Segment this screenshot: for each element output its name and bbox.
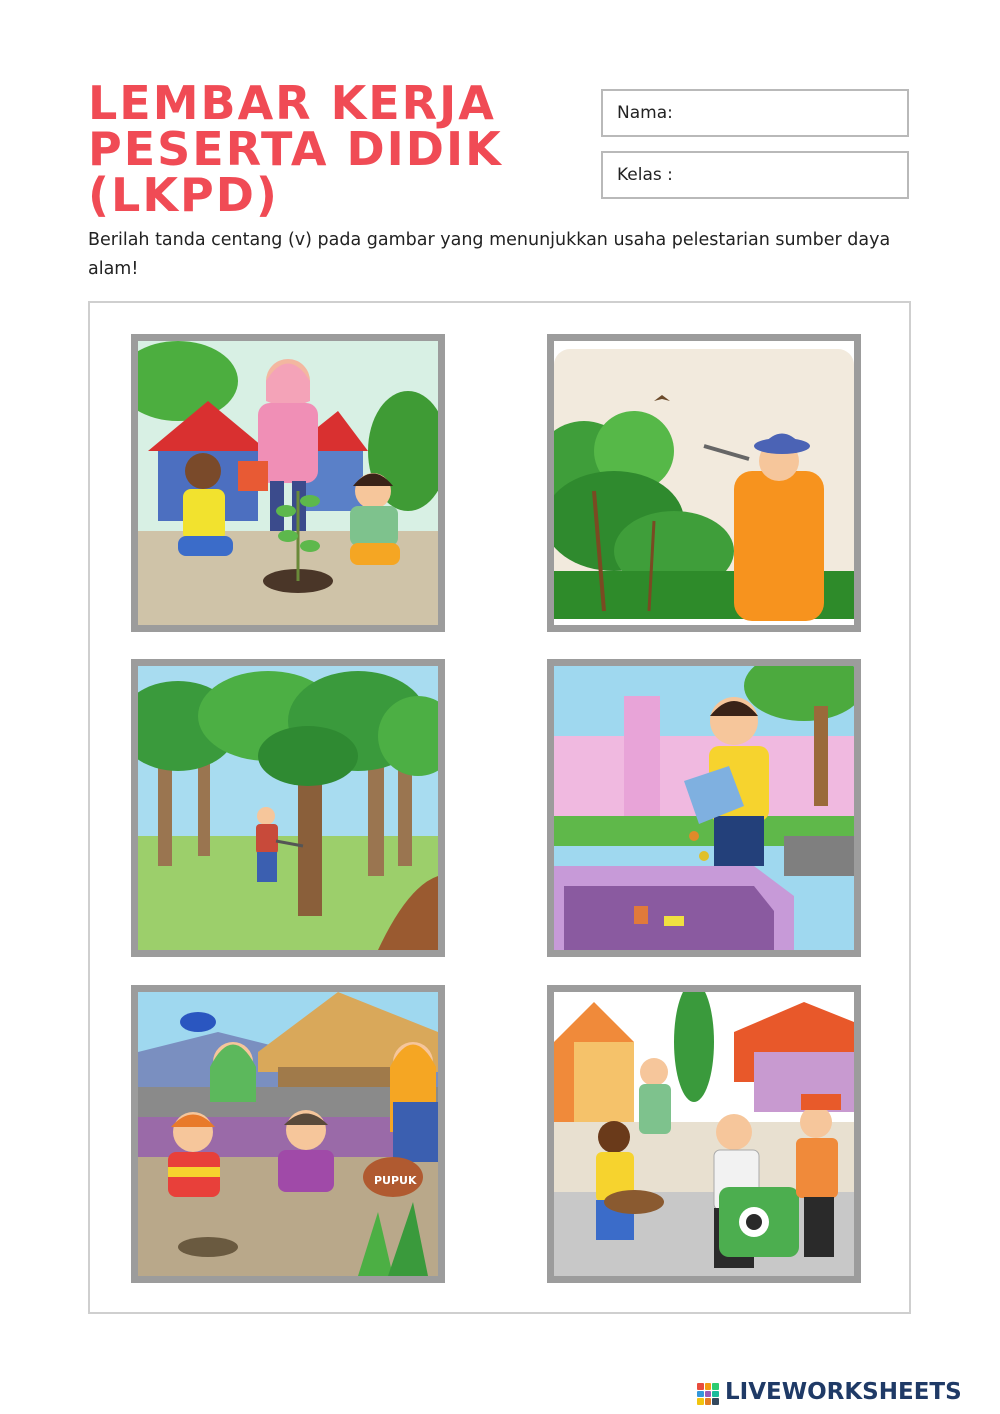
title-line-1: LEMBAR KERJA [88,76,496,130]
class-label: Kelas : [617,165,673,185]
liveworksheets-logo[interactable] [697,1377,994,1411]
fertilizer-bag-label: PUPUK [374,1174,417,1187]
logo-cell [705,1383,712,1390]
instruction-text: Berilah tanda centang (v) pada gambar yang menunjukkan usaha pelestarian sumber daya alam! [88,230,891,279]
picture-card-disposing-trash[interactable] [547,659,861,957]
logo-cell [705,1391,712,1398]
name-label: Nama: [617,103,673,123]
name-field[interactable] [601,89,909,137]
disposing-trash-illustration [554,666,854,950]
class-input[interactable] [693,159,903,195]
logging-illustration [138,666,438,950]
logo-grid-icon [697,1383,719,1405]
hunter-illustration [554,341,854,625]
title-line-3: (LKPD) [88,168,279,222]
logo-cell [697,1391,704,1398]
picture-card-logging[interactable] [131,659,445,957]
logo-cell [712,1383,719,1390]
brand-name: LIVEWORKSHEETS [725,1379,962,1405]
logo-cell [697,1398,704,1405]
picture-card-gardening[interactable] [131,985,445,1283]
name-input[interactable] [693,97,903,133]
logo-cell [712,1398,719,1405]
planting-tree-illustration [138,341,438,625]
picture-card-hunter[interactable] [547,334,861,632]
worksheet-title [88,76,568,222]
logo-cell [712,1391,719,1398]
logo-cell [697,1383,704,1390]
class-field[interactable] [601,151,909,199]
title-line-2: PESERTA DIDIK [88,122,503,176]
picture-card-community-cleanup[interactable] [547,985,861,1283]
gardening-illustration [138,992,438,1276]
logo-cell [705,1398,712,1405]
community-cleanup-illustration [554,992,854,1276]
picture-card-planting-tree[interactable] [131,334,445,632]
